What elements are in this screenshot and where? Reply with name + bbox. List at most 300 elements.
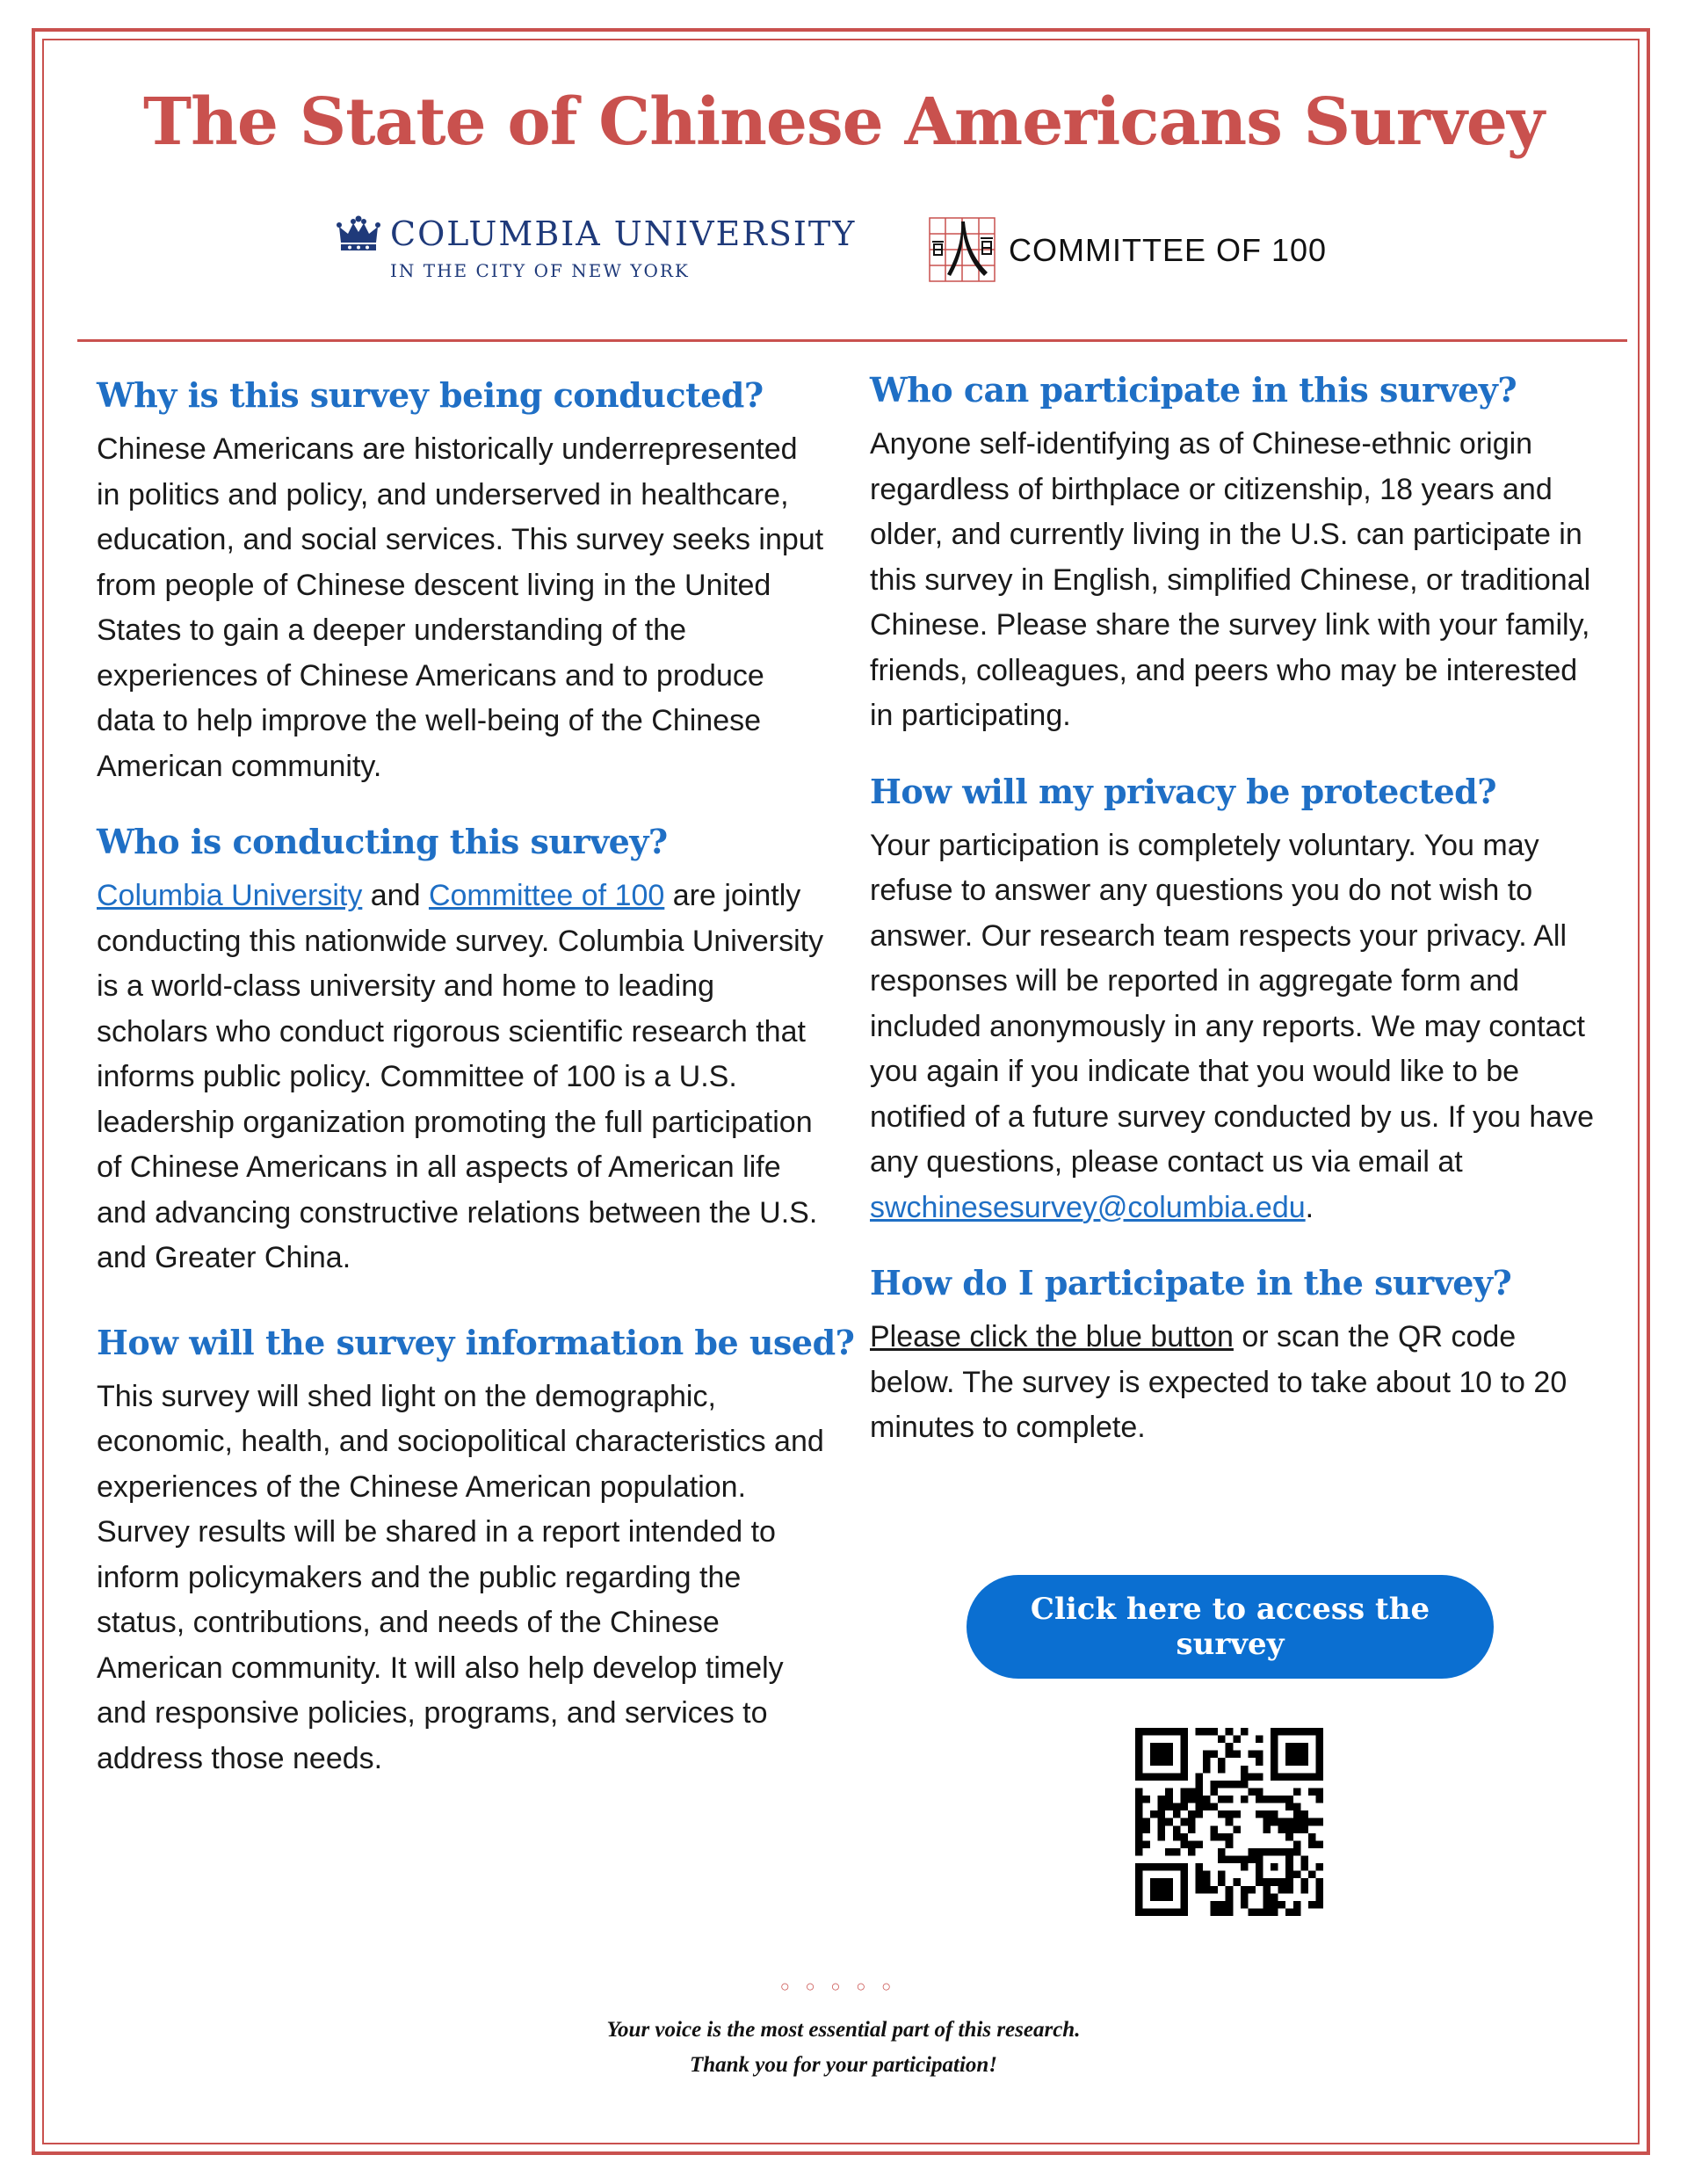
qr-module [1300, 1878, 1308, 1886]
qr-module [1150, 1908, 1158, 1916]
qr-module [1300, 1751, 1308, 1759]
qr-module [1233, 1825, 1241, 1833]
qr-module [1218, 1833, 1226, 1841]
and-text: and [362, 879, 429, 912]
qr-module [1218, 1871, 1226, 1879]
qr-module [1226, 1781, 1234, 1789]
qr-module [1226, 1728, 1234, 1736]
qr-module [1263, 1908, 1271, 1916]
qr-module [1256, 1751, 1263, 1759]
qr-module [1165, 1818, 1173, 1826]
qr-module [1271, 1796, 1278, 1803]
qr-module [1203, 1886, 1211, 1894]
qr-module [1180, 1766, 1188, 1774]
qr-module [1165, 1886, 1173, 1894]
qr-module [1180, 1871, 1188, 1879]
qr-module [1271, 1893, 1278, 1901]
qr-module [1308, 1773, 1316, 1781]
qr-module [1315, 1773, 1323, 1781]
qr-module [1300, 1743, 1308, 1751]
qr-module [1263, 1810, 1271, 1818]
qr-module [1180, 1758, 1188, 1766]
qr-module [1263, 1796, 1271, 1803]
qr-module [1143, 1773, 1151, 1781]
qr-module [1300, 1758, 1308, 1766]
qr-module [1195, 1840, 1203, 1848]
who-conducting-text: are jointly conducting this nationwide survey. Columbia University is a world-class university and home to leading scholars who conduct rigorous scientific research that informs public policy. Committee of 100 is a U.S. leadership organization promoting the full participation of Chinese Americans in all aspects of American life and advancing constructive relations between the U.S. and Greater China. [97, 879, 824, 1274]
columbia-subtitle: IN THE CITY OF NEW YORK [390, 260, 690, 281]
qr-module [1315, 1901, 1323, 1909]
qr-module [1271, 1878, 1278, 1886]
qr-module [1158, 1863, 1166, 1871]
qr-module [1248, 1773, 1256, 1781]
qr-module [1293, 1773, 1301, 1781]
qr-module [1150, 1878, 1158, 1886]
qr-module [1218, 1878, 1226, 1886]
qr-module [1158, 1893, 1166, 1901]
heading-why: Why is this survey being conducted? [97, 375, 764, 415]
qr-module [1315, 1736, 1323, 1744]
qr-module [1285, 1908, 1293, 1916]
qr-module [1165, 1863, 1173, 1871]
qr-module [1165, 1743, 1173, 1751]
qr-module [1256, 1736, 1263, 1744]
committee-of-100-logo [926, 211, 1365, 290]
section-why [97, 373, 826, 789]
qr-module [1135, 1901, 1143, 1909]
click-blue-button-link[interactable]: Please click the blue button [870, 1320, 1234, 1353]
qr-module [1211, 1825, 1219, 1833]
qr-module [1188, 1848, 1196, 1856]
qr-module [1150, 1893, 1158, 1901]
qr-module [1158, 1796, 1166, 1803]
qr-module [1226, 1856, 1234, 1864]
qr-module [1315, 1893, 1323, 1901]
qr-module [1158, 1908, 1166, 1916]
columbia-university-link[interactable]: Columbia University [97, 879, 363, 912]
qr-module [1271, 1773, 1278, 1781]
qr-module [1233, 1810, 1241, 1818]
qr-module [1226, 1818, 1234, 1826]
qr-module [1256, 1810, 1263, 1818]
qr-module [1173, 1810, 1181, 1818]
qr-module [1248, 1788, 1256, 1796]
qr-module [1180, 1863, 1188, 1871]
qr-module [1218, 1848, 1226, 1856]
qr-module [1180, 1743, 1188, 1751]
qr-module [1300, 1728, 1308, 1736]
committee-of-100-mark-icon [926, 211, 1000, 285]
crown-icon [334, 214, 383, 255]
qr-module [1271, 1758, 1278, 1766]
qr-module [1180, 1840, 1188, 1848]
qr-module [1271, 1848, 1278, 1856]
qr-module [1293, 1901, 1301, 1909]
qr-code[interactable] [1135, 1728, 1323, 1916]
qr-module [1300, 1818, 1308, 1826]
qr-module [1135, 1840, 1143, 1848]
qr-module [1256, 1908, 1263, 1916]
columbia-name: COLUMBIA UNIVERSITY [390, 214, 857, 253]
qr-module [1285, 1818, 1293, 1826]
qr-module [1293, 1810, 1301, 1818]
qr-module [1241, 1856, 1249, 1864]
qr-module [1165, 1893, 1173, 1901]
qr-module [1165, 1788, 1173, 1796]
qr-module [1293, 1803, 1301, 1811]
qr-module [1263, 1886, 1271, 1894]
qr-module [1180, 1751, 1188, 1759]
qr-module [1300, 1773, 1308, 1781]
qr-module [1248, 1908, 1256, 1916]
qr-module [1271, 1810, 1278, 1818]
qr-module [1226, 1886, 1234, 1894]
qr-module [1233, 1781, 1241, 1789]
section-how-used [97, 1320, 855, 1782]
qr-module [1285, 1758, 1293, 1766]
qr-module [1135, 1766, 1143, 1774]
section-who-participate [870, 367, 1599, 739]
qr-module [1226, 1751, 1234, 1759]
qr-module [1241, 1901, 1249, 1909]
body-who-participate: Anyone self-identifying as of Chinese-ethnic origin regardless of birthplace or citizenship, 18 years and older, and currently living in the U.S. can participate in this survey in English, simplified Chinese, or traditional Chinese. Please share the survey link with your family, friends, colleagues, and peers who may be interested in participating. [870, 427, 1591, 732]
qr-module [1271, 1901, 1278, 1909]
qr-module [1143, 1840, 1151, 1848]
qr-module [1308, 1788, 1316, 1796]
qr-module [1211, 1781, 1219, 1789]
qr-module [1218, 1796, 1226, 1803]
qr-module [1263, 1878, 1271, 1886]
qr-module [1195, 1781, 1203, 1789]
qr-module [1278, 1848, 1286, 1856]
qr-module [1241, 1893, 1249, 1901]
qr-module [1226, 1840, 1234, 1848]
qr-module [1278, 1818, 1286, 1826]
qr-module [1300, 1825, 1308, 1833]
qr-module [1180, 1908, 1188, 1916]
qr-module [1315, 1788, 1323, 1796]
qr-module [1135, 1886, 1143, 1894]
qr-module [1195, 1863, 1203, 1871]
qr-module [1285, 1728, 1293, 1736]
qr-module [1135, 1810, 1143, 1818]
qr-module [1135, 1871, 1143, 1879]
qr-module [1293, 1743, 1301, 1751]
qr-module [1188, 1796, 1196, 1803]
qr-module [1248, 1886, 1256, 1894]
qr-module [1285, 1751, 1293, 1759]
committee-of-100-link[interactable]: Committee of 100 [428, 879, 665, 912]
qr-module [1135, 1833, 1143, 1841]
section-who-conducting [97, 819, 826, 1281]
qr-module [1180, 1878, 1188, 1886]
qr-module [1308, 1728, 1316, 1736]
qr-module [1218, 1736, 1226, 1744]
qr-module [1226, 1908, 1234, 1916]
qr-module [1211, 1886, 1219, 1894]
qr-module [1218, 1901, 1226, 1909]
qr-module [1211, 1751, 1219, 1759]
qr-module [1285, 1743, 1293, 1751]
qr-module [1226, 1810, 1234, 1818]
qr-module [1241, 1766, 1249, 1774]
footer-line-1: Your voice is the most essential part of this research. [606, 2018, 1081, 2042]
qr-module [1195, 1803, 1203, 1811]
qr-module [1293, 1840, 1301, 1848]
qr-module [1211, 1803, 1219, 1811]
qr-module [1180, 1728, 1188, 1736]
qr-module [1256, 1773, 1263, 1781]
qr-module [1315, 1878, 1323, 1886]
qr-module [1165, 1728, 1173, 1736]
qr-module [1256, 1878, 1263, 1886]
body-how-used: This survey will shed light on the demographic, economic, health, and sociopolitical characteristics and experiences of the Chinese American population. Survey results will be shared in a report intended to inform policymakers and the public regarding the status, contributions, and needs of the Chinese American community. It will also help develop timely and responsive policies, programs, and services to address those needs. [97, 1379, 824, 1775]
qr-module [1308, 1818, 1316, 1826]
section-how-participate [870, 1260, 1599, 1451]
qr-module [1195, 1886, 1203, 1894]
qr-module [1285, 1863, 1293, 1871]
body-why: Chinese Americans are historically underrepresented in politics and policy, and underserved in healthcare, education, and social services. This survey seeks input from people of Chinese descent living in the United States to gain a deeper understanding of the experiences of Chinese Americans and to produce data to help improve the well-being of the Chinese American community. [97, 432, 824, 783]
qr-module [1211, 1788, 1219, 1796]
qr-module [1285, 1796, 1293, 1803]
qr-module [1188, 1788, 1196, 1796]
qr-module [1180, 1803, 1188, 1811]
qr-module [1263, 1893, 1271, 1901]
qr-module [1293, 1825, 1301, 1833]
qr-module [1135, 1751, 1143, 1759]
header-divider [77, 339, 1627, 342]
qr-module [1256, 1796, 1263, 1803]
qr-module [1315, 1840, 1323, 1848]
qr-module [1241, 1773, 1249, 1781]
qr-module [1150, 1863, 1158, 1871]
qr-module [1218, 1810, 1226, 1818]
qr-module [1150, 1728, 1158, 1736]
qr-module [1158, 1886, 1166, 1894]
qr-module [1203, 1803, 1211, 1811]
qr-module [1211, 1901, 1219, 1909]
qr-module [1195, 1773, 1203, 1781]
qr-module [1218, 1908, 1226, 1916]
qr-module [1293, 1818, 1301, 1826]
qr-module [1165, 1878, 1173, 1886]
qr-module [1158, 1751, 1166, 1759]
qr-module [1135, 1863, 1143, 1871]
qr-module [1135, 1728, 1143, 1736]
page-title: The State of Chinese Americans Survey [143, 84, 1544, 160]
qr-module [1315, 1796, 1323, 1803]
qr-module [1256, 1848, 1263, 1856]
qr-module [1293, 1758, 1301, 1766]
qr-module [1195, 1810, 1203, 1818]
qr-module [1195, 1728, 1203, 1736]
qr-module [1278, 1728, 1286, 1736]
email-link[interactable]: swchinesesurvey@columbia.edu [870, 1190, 1306, 1224]
qr-module [1203, 1758, 1211, 1766]
qr-module [1300, 1810, 1308, 1818]
qr-module [1165, 1796, 1173, 1803]
qr-module [1256, 1871, 1263, 1879]
qr-module [1278, 1773, 1286, 1781]
qr-module [1248, 1856, 1256, 1864]
qr-module [1188, 1810, 1196, 1818]
qr-module [1285, 1803, 1293, 1811]
qr-module [1271, 1743, 1278, 1751]
qr-module [1150, 1810, 1158, 1818]
qr-module [1203, 1796, 1211, 1803]
qr-module [1233, 1751, 1241, 1759]
committee-of-100-name: COMMITTEE OF 100 [1009, 232, 1328, 268]
qr-module [1180, 1893, 1188, 1901]
qr-module [1226, 1901, 1234, 1909]
qr-module [1135, 1825, 1143, 1833]
qr-module [1218, 1758, 1226, 1766]
qr-module [1300, 1886, 1308, 1894]
qr-module [1143, 1796, 1151, 1803]
qr-module [1165, 1758, 1173, 1766]
qr-module [1135, 1848, 1143, 1856]
qr-module [1195, 1788, 1203, 1796]
qr-module [1300, 1856, 1308, 1864]
qr-module [1218, 1856, 1226, 1864]
qr-module [1315, 1886, 1323, 1894]
qr-module [1188, 1825, 1196, 1833]
qr-module [1158, 1818, 1166, 1826]
qr-module [1135, 1773, 1143, 1781]
qr-module [1226, 1743, 1234, 1751]
qr-module [1135, 1818, 1143, 1826]
qr-module [1180, 1901, 1188, 1909]
qr-module [1285, 1833, 1293, 1841]
qr-module [1158, 1810, 1166, 1818]
qr-module [1218, 1766, 1226, 1774]
qr-module [1285, 1871, 1293, 1879]
qr-module [1211, 1728, 1219, 1736]
qr-module [1165, 1803, 1173, 1811]
qr-module [1271, 1751, 1278, 1759]
qr-module [1203, 1871, 1211, 1879]
qr-module [1278, 1796, 1286, 1803]
qr-module [1173, 1825, 1181, 1833]
columbia-logo [332, 211, 857, 290]
qr-module [1158, 1803, 1166, 1811]
qr-module [1143, 1818, 1151, 1826]
privacy-text: Your participation is completely voluntary. You may refuse to answer any questions you do not wish to answer. Our research team respects your privacy. All responses will be reported in aggregate form and included anonymously in any reports. We may contact you again if you indicate that you would like to be notified of a future survey conducted by us. If you have any questions, please contact us via email at [870, 828, 1595, 1179]
qr-module [1150, 1743, 1158, 1751]
qr-module [1195, 1871, 1203, 1879]
qr-module [1271, 1863, 1278, 1871]
decorative-dots: ○○○○○ [779, 1977, 908, 1995]
qr-module [1180, 1788, 1188, 1796]
qr-module [1241, 1796, 1249, 1803]
qr-module [1143, 1863, 1151, 1871]
qr-module [1226, 1833, 1234, 1841]
right-column [870, 367, 1599, 1481]
left-column [97, 373, 855, 1811]
qr-module [1165, 1773, 1173, 1781]
qr-module [1256, 1788, 1263, 1796]
qr-module [1173, 1833, 1181, 1841]
qr-module [1285, 1886, 1293, 1894]
qr-module [1158, 1728, 1166, 1736]
qr-module [1173, 1863, 1181, 1871]
qr-module [1271, 1736, 1278, 1744]
qr-module [1158, 1758, 1166, 1766]
qr-module [1241, 1728, 1249, 1736]
footer-line-2: Thank you for your participation! [689, 2053, 998, 2077]
qr-module [1315, 1743, 1323, 1751]
qr-module [1180, 1818, 1188, 1826]
qr-module [1308, 1871, 1316, 1879]
qr-module [1135, 1758, 1143, 1766]
qr-module [1165, 1908, 1173, 1916]
qr-module [1293, 1848, 1301, 1856]
how-participate-text: or scan the QR code below. The survey is expected to take about 10 to 20 minutes to complete. [870, 1320, 1568, 1444]
qr-module [1241, 1886, 1249, 1894]
qr-module [1300, 1863, 1308, 1871]
qr-module [1165, 1848, 1173, 1856]
qr-module [1203, 1751, 1211, 1759]
qr-module [1271, 1766, 1278, 1774]
qr-module [1278, 1878, 1286, 1886]
qr-module [1135, 1736, 1143, 1744]
qr-module [1143, 1825, 1151, 1833]
qr-module [1263, 1901, 1271, 1909]
qr-module [1135, 1908, 1143, 1916]
qr-module [1165, 1751, 1173, 1759]
qr-module [1135, 1796, 1143, 1803]
body-privacy [870, 824, 1599, 1231]
privacy-end: . [1305, 1190, 1314, 1224]
qr-module [1248, 1751, 1256, 1759]
qr-module [1285, 1856, 1293, 1864]
qr-module [1173, 1773, 1181, 1781]
qr-module [1173, 1848, 1181, 1856]
qr-module [1315, 1863, 1323, 1871]
heading-who-conducting: Who is conducting this survey? [97, 822, 668, 861]
qr-module [1188, 1818, 1196, 1826]
heading-privacy: How will my privacy be protected? [870, 771, 1496, 811]
qr-module [1158, 1743, 1166, 1751]
qr-module [1271, 1818, 1278, 1826]
qr-module [1308, 1840, 1316, 1848]
qr-module [1278, 1825, 1286, 1833]
qr-module [1135, 1803, 1143, 1811]
qr-module [1195, 1796, 1203, 1803]
qr-module [1158, 1773, 1166, 1781]
section-privacy [870, 769, 1599, 1231]
qr-module [1293, 1788, 1301, 1796]
qr-module [1150, 1773, 1158, 1781]
qr-module [1143, 1908, 1151, 1916]
qr-module [1278, 1886, 1286, 1894]
qr-module [1173, 1908, 1181, 1916]
qr-module [1308, 1901, 1316, 1909]
qr-module [1180, 1796, 1188, 1803]
qr-module [1150, 1886, 1158, 1894]
qr-module [1180, 1736, 1188, 1744]
qr-module [1203, 1728, 1211, 1736]
qr-module [1241, 1781, 1249, 1789]
qr-module [1285, 1878, 1293, 1886]
qr-module [1180, 1833, 1188, 1841]
qr-module [1308, 1833, 1316, 1841]
qr-module [1143, 1728, 1151, 1736]
access-survey-button[interactable]: Click here to access the survey [967, 1575, 1494, 1679]
qr-module [1158, 1833, 1166, 1841]
qr-module [1233, 1878, 1241, 1886]
qr-module [1315, 1818, 1323, 1826]
